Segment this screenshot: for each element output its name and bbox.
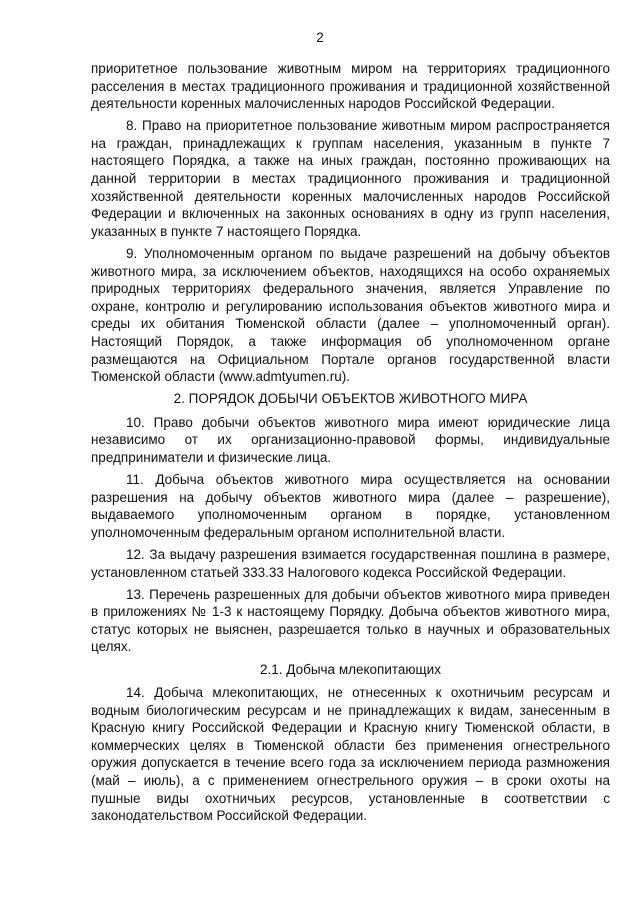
paragraph-12: 12. За выдачу разрешения взимается государственная пошлина в размере, установленном статьей 333.33 Налогового кодекса Российской Федерации. [91, 546, 610, 580]
document-body [91, 60, 610, 829]
paragraph-14: 14. Добыча млекопитающих, не отнесенных к охотничьим ресурсам и водным биологическим ресурсам и не принадлежащих к видам, занесенным в Красную книгу Российской Федерации и Красную книгу Тюменской области, в коммерческих целях в Тюменской области без применения огнестрельного оружия допускается в течение всего года за исключением периода размножения (май – июль), а с применением огнестрельного оружия – в сроки охоты на пушные виды охотничьих ресурсов, установленные в соответствии с законодательством Российской Федерации. [91, 685, 610, 824]
paragraph-11: 11. Добыча объектов животного мира осуществляется на основании разрешения на добычу объектов животного мира (далее – разрешение), выдаваемого уполномоченным органом в порядке, установленном уполномоченным федеральным органом исполнительной власти. [91, 472, 610, 540]
section-2-heading: 2. ПОРЯДОК ДОБЫЧИ ОБЪЕКТОВ ЖИВОТНОГО МИРА [173, 391, 528, 407]
paragraph-13: 13. Перечень разрешенных для добычи объектов животного мира приведен в приложениях № 1-3 к настоящему Порядку. Добыча объектов животного мира, статус которых не выяснен, разрешается только в научных и образовательных целях. [91, 586, 610, 655]
paragraph-8: 8. Право на приоритетное пользование животным миром распространяется на граждан, принадлежащих к группам населения, указанным в пункте 7 настоящего Порядка, а также на иных граждан, постоянно проживающих на данной территории в местах традиционного проживания и традиционной хозяйственной деятельности коренных малочисленных народов Российской Федерации и включенных на законных основаниях в одну из групп населения, указанных в пункте 7 настоящего Порядка. [91, 118, 610, 239]
paragraph-9: 9. Уполномоченным органом по выдаче разрешений на добычу объектов животного мира, за исключением объектов, находящихся на особо охраняемых природных территориях федерального значения, является Управление по охране, контролю и регулированию использования объектов животного мира и среды их обитания Тюменской области (далее – уполномоченный орган). Настоящий Порядок, а также информация об уполномоченном органе размещаются на Официальном Портале органов государственной власти Тюменской области (www.admtyumen.ru). [91, 245, 610, 385]
page-number: 2 [316, 30, 324, 45]
paragraph-10: 10. Право добычи объектов животного мира имеют юридические лица независимо от их организационно-правовой формы, индивидуальные предприниматели и физические лица. [91, 414, 610, 465]
paragraph-7-continuation: приоритетное пользование животным миром на территориях традиционного расселения в местах традиционного проживания и традиционной хозяйственной деятельности коренных малочисленных народов Российской Федерации. [91, 61, 610, 112]
subsection-2-1-heading: 2.1. Добыча млекопитающих [260, 661, 441, 677]
